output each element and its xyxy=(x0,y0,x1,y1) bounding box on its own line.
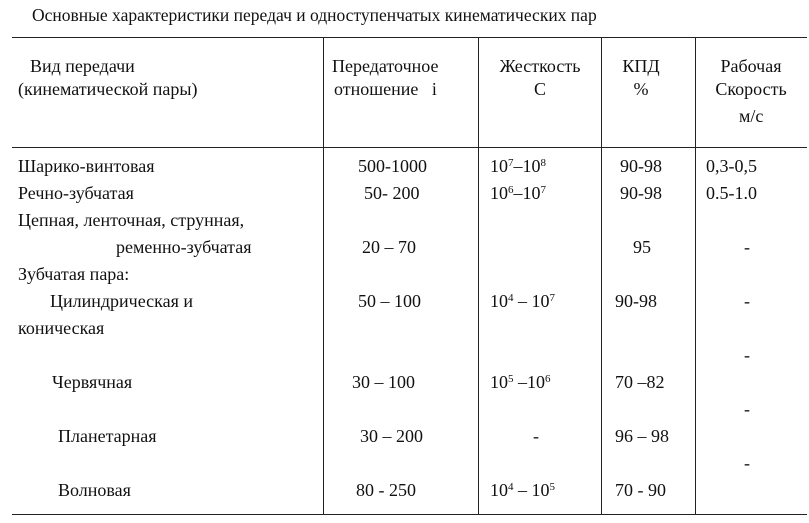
speed-column-extra-dash-3: - xyxy=(744,453,750,473)
row-chain-name-line2: ременно-зубчатая xyxy=(116,237,252,257)
row-wave-name: Волновая xyxy=(58,480,131,500)
header-type-line1: Вид передачи xyxy=(30,56,135,76)
header-stiffness-line1: Жесткость xyxy=(499,56,581,76)
row-planet-efficiency: 96 – 98 xyxy=(615,426,669,446)
row-cyl-name-line2: коническая xyxy=(18,318,105,338)
row-cyl-stiffness: $10^4 - 10^7$ xyxy=(490,291,555,311)
row-cyl-speed: - xyxy=(744,291,750,311)
row-cyl-efficiency: 90-98 xyxy=(615,291,657,311)
row-rack-stiffness: $10^6-10^7$ xyxy=(490,183,546,203)
table-caption: Основные характеристики передач и одноступенчатых кинематических пар xyxy=(32,5,597,25)
row-rack-ratio: 50- 200 xyxy=(364,183,420,203)
table-bottom-border xyxy=(12,514,807,515)
speed-column-extra-dash-1: - xyxy=(744,345,750,365)
row-chain-name-line1: Цепная, ленточная, струнная, xyxy=(18,210,245,230)
header-speed-line1: Рабочая xyxy=(720,56,782,76)
row-gear-group-heading: Зубчатая пара: xyxy=(18,264,130,284)
row-chain-speed: - xyxy=(744,237,750,257)
row-worm-name: Червячная xyxy=(52,372,133,392)
row-chain-ratio: 20 – 70 xyxy=(362,237,416,257)
col-divider-4 xyxy=(695,37,696,515)
header-speed-line3: м/с xyxy=(739,106,764,126)
header-stiffness-line2: C xyxy=(533,79,546,99)
row-planet-stiffness: - xyxy=(533,426,539,446)
row-wave-stiffness: $10^4 - 10^5$ xyxy=(490,480,555,500)
row-wave-ratio: 80 - 250 xyxy=(356,480,416,500)
row-rack-speed: 0.5-1.0 xyxy=(706,183,757,203)
row-ballscrew-efficiency: 90-98 xyxy=(620,156,662,176)
col-divider-1 xyxy=(323,37,324,515)
row-worm-efficiency: 70 –82 xyxy=(615,372,665,392)
header-efficiency-line1: КПД xyxy=(622,56,660,76)
row-rack-name: Речно-зубчатая xyxy=(18,183,134,203)
row-planet-ratio: 30 – 200 xyxy=(360,426,423,446)
row-chain-efficiency: 95 xyxy=(633,237,651,257)
row-planet-name: Планетарная xyxy=(58,426,157,446)
col-divider-3 xyxy=(601,37,602,515)
table-top-border xyxy=(12,37,807,38)
header-bottom-border xyxy=(12,147,807,148)
speed-column-extra-dash-2: - xyxy=(744,399,750,419)
row-rack-efficiency: 90-98 xyxy=(620,183,662,203)
row-ballscrew-speed: 0,3-0,5 xyxy=(706,156,757,176)
header-speed-line2: Скорость xyxy=(715,79,787,99)
header-type-line2: (кинематической пары) xyxy=(18,79,198,99)
col-divider-2 xyxy=(478,37,479,515)
row-ballscrew-ratio: 500-1000 xyxy=(358,156,427,176)
row-cyl-name-line1: Цилиндрическая и xyxy=(50,291,194,311)
row-ballscrew-name: Шарико-винтовая xyxy=(18,156,155,176)
header-efficiency-line2: % xyxy=(633,79,649,99)
row-wave-efficiency: 70 - 90 xyxy=(615,480,666,500)
row-cyl-ratio: 50 – 100 xyxy=(358,291,421,311)
header-ratio-line1: Передаточное xyxy=(332,56,439,76)
row-ballscrew-stiffness: $10^7-10^8$ xyxy=(490,156,546,176)
header-ratio-line2: отношение i xyxy=(334,79,437,99)
row-worm-ratio: 30 – 100 xyxy=(352,372,415,392)
row-worm-stiffness: $10^5$ $-10^6$ xyxy=(490,372,551,392)
